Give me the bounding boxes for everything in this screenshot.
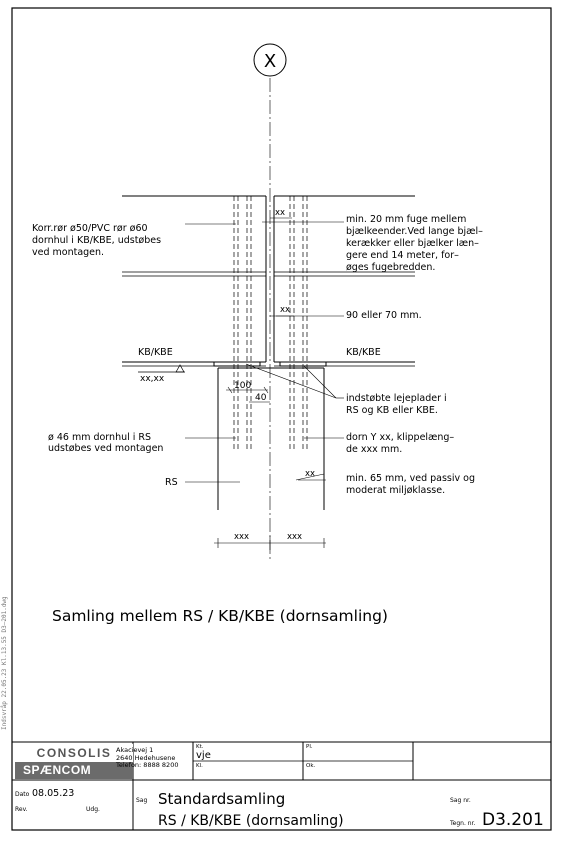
drawing-title-2: RS / KB/KBE (dornsamling)	[158, 813, 344, 829]
note-min65-2: moderat miljøklasse.	[346, 485, 446, 496]
grid-bubble	[254, 44, 286, 76]
dim-xxx-left: xxx	[234, 532, 250, 542]
dato-label: Dato	[15, 791, 30, 798]
label-rs: RS	[165, 477, 178, 488]
note-fuge-1: min. 20 mm fuge mellem	[346, 214, 467, 225]
dim-xx-low: xx	[305, 469, 316, 479]
note-dornhul-2: udstøbes ved montagen	[48, 443, 164, 454]
note-fuge-3: kerækker eller bjælker læn–	[346, 238, 479, 249]
note-lejeplader-2: RS og KB eller KBE.	[346, 405, 438, 416]
sag-nr-label: Sag nr.	[450, 797, 471, 804]
address-line-1: Akacievej 1	[116, 746, 154, 754]
sag-label: Sag	[136, 797, 148, 804]
address-line-3: Telefon: 8888 8200	[116, 761, 179, 769]
note-lejeplader-1: indstøbte lejeplader i	[346, 393, 447, 404]
leader-lines	[185, 222, 344, 482]
dim-40: 40	[255, 393, 267, 403]
dim-gaps	[270, 218, 326, 480]
label-kb-right: KB/KBE	[346, 347, 381, 358]
note-dorn-1: dorn Y xx, klippelæng–	[346, 432, 455, 443]
drawing-caption: Samling mellem RS / KB/KBE (dornsamling)	[52, 607, 388, 625]
note-height: 90 eller 70 mm.	[346, 310, 422, 321]
kt-label: Kt.	[196, 744, 204, 750]
ok-label: Ok.	[306, 763, 316, 769]
dim-xx-top: xx	[275, 208, 286, 218]
tegn-nr-label: Tegn. nr.	[450, 820, 476, 827]
file-side-note-text: Indsvråp 22.05.23 Kl.13.55 D3–201.dwg	[1, 596, 8, 730]
note-korr-1: Korr.rør ø50/PVC rør ø60	[32, 223, 148, 234]
rev-label: Rev.	[15, 806, 28, 813]
dim-100: 100	[234, 381, 252, 391]
level-value: xx,xx	[140, 374, 165, 384]
kt-value: vje	[196, 750, 211, 761]
note-dorn-2: de xxx mm.	[346, 444, 403, 455]
dowel-left	[234, 196, 251, 452]
dim-xxx-right: xxx	[287, 532, 303, 542]
address-line-2: 2640 Hedehusene	[116, 753, 176, 762]
dowel-right	[290, 196, 307, 452]
grid-label: X	[263, 51, 277, 72]
dim-xxx	[214, 536, 326, 550]
label-kb-left: KB/KBE	[138, 347, 173, 358]
kl-label: Kl.	[196, 763, 203, 769]
dato-value: 08.05.23	[32, 788, 75, 799]
sheet-border	[12, 8, 551, 830]
drawing-title-1: Standardsamling	[158, 790, 286, 808]
pl-label: Pl.	[306, 744, 313, 750]
udg-label: Udg.	[86, 806, 100, 813]
note-min65-1: min. 65 mm, ved passiv og	[346, 473, 476, 484]
note-fuge-4: gere end 14 meter, for–	[346, 250, 459, 261]
file-side-note	[1, 580, 9, 740]
spaencom-logo: SPÆNCOM	[15, 762, 133, 779]
company-address	[116, 747, 178, 770]
tegn-nr-value: D3.201	[482, 810, 544, 830]
note-fuge-5: øges fugebredden.	[346, 262, 436, 273]
consolis-logo: CONSOLIS	[15, 744, 133, 762]
note-korr-2: dornhul i KB/KBE, udstøbes	[32, 235, 162, 246]
slab-left	[122, 196, 266, 366]
bearing-plate-left	[214, 362, 260, 366]
dim-xx-mid: xx	[280, 305, 291, 315]
note-korr-3: ved montagen.	[32, 247, 105, 258]
note-dornhul-1: ø 46 mm dornhul i RS	[48, 432, 152, 443]
note-fuge-2: bjælkeender.Ved lange bjæl–	[346, 226, 483, 237]
